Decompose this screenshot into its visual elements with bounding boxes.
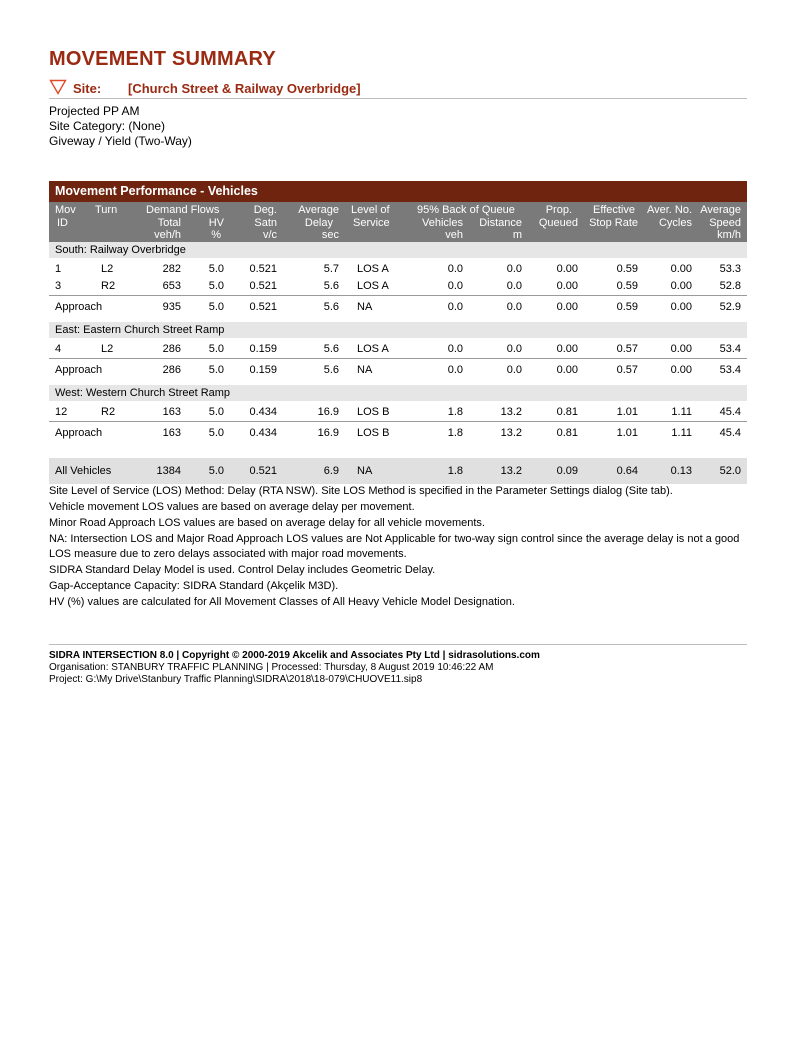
cell-speed: 52.0 [719,465,741,477]
cell-speed: 53.4 [719,364,741,376]
cell-distance: 13.2 [500,465,522,477]
note: NA: Intersection LOS and Major Road Approach LOS values are Not Applicable for two-way sign control since the average delay is not a good LOS measure due to zero delays associated with major road movements. [49,533,740,560]
cell-cycles: 1.11 [671,406,692,418]
col-distance-unit: m [512,229,522,241]
note: Site Level of Service (LOS) Method: Delay (RTA NSW). Site LOS Method is specified in the Parameter Settings dialog (Site tab). [49,485,673,497]
col-cycles: Cycles [658,217,692,229]
cell-distance: 13.2 [500,406,522,418]
cell-distance: 0.0 [506,364,522,376]
cell-total: 286 [162,343,181,355]
col-distance: Distance [479,217,522,229]
cell-los: LOS B [357,406,390,418]
cell-prop-queued: 0.81 [556,406,578,418]
site-name: [Church Street & Railway Overbridge] [128,81,361,96]
footer [49,644,747,686]
cell-prop-queued: 0.00 [556,263,578,275]
cell-vehicles: 0.0 [447,263,463,275]
col-level-of: Level of [351,204,390,216]
cell-los: NA [357,301,373,313]
footer-organisation: Organisation: STANBURY TRAFFIC PLANNING | Processed: Thursday, 8 August 2019 10:46:22 AM [49,662,494,673]
cell-speed: 53.3 [719,263,741,275]
cell-hv: 5.0 [208,465,224,477]
cell-hv: 5.0 [208,263,224,275]
cell-cycles: 0.00 [670,301,692,313]
cell-stop-rate: 1.01 [616,406,638,418]
cell-stop-rate: 0.57 [616,343,638,355]
cell-satn: 0.159 [249,364,277,376]
col-prop: Prop. [545,204,572,216]
cell-total: 282 [162,263,181,275]
cell-prop-queued: 0.00 [556,343,578,355]
col-hv: HV [208,217,224,229]
info-line: Projected PP AM [49,104,140,118]
cell-stop-rate: 0.57 [616,364,638,376]
note: Minor Road Approach LOS values are based on average delay for all vehicle movements. [49,517,485,529]
cell-turn: R2 [101,406,116,418]
info-line: Giveway / Yield (Two-Way) [49,134,192,148]
col-sec: sec [321,229,339,241]
cell-turn: L2 [101,263,114,275]
cell-delay: 5.6 [323,301,339,313]
cell-total: 935 [162,301,181,313]
footer-copyright: SIDRA INTERSECTION 8.0 | Copyright © 2000-2019 Akcelik and Associates Pty Ltd | sidrasolutions.com [49,650,540,661]
cell-speed: 52.8 [719,280,741,292]
cell-hv: 5.0 [208,406,224,418]
table-row [49,341,747,358]
cell-id: 12 [55,406,68,418]
cell-los: LOS A [357,280,389,292]
all-vehicles-label: All Vehicles [55,465,112,477]
note: HV (%) values are calculated for All Movement Classes of All Heavy Vehicle Model Designation. [49,596,515,608]
cell-distance: 13.2 [500,427,522,439]
cell-los: NA [357,364,373,376]
cell-vehicles: 0.0 [447,343,463,355]
cell-hv: 5.0 [208,301,224,313]
cell-satn: 0.434 [249,427,277,439]
approach-row [49,358,747,381]
cell-total: 163 [162,427,181,439]
note: Vehicle movement LOS values are based on average delay per movement. [49,501,415,513]
col-aver-no: Aver. No. [646,204,692,216]
cell-satn: 0.521 [249,301,277,313]
cell-cycles: 0.00 [670,280,692,292]
cell-stop-rate: 1.01 [616,427,638,439]
cell-speed: 45.4 [719,427,741,439]
col-queued: Queued [538,217,578,229]
info-line: Site Category: (None) [49,119,166,133]
col-deg: Deg. [253,204,277,216]
cell-total: 653 [162,280,181,292]
cell-speed: 52.9 [719,301,741,313]
cell-satn: 0.521 [249,465,277,477]
col-satn: Satn [254,217,277,229]
table-row [49,278,747,295]
cell-delay: 5.7 [323,263,339,275]
cell-total: 163 [162,406,181,418]
col-demand-flows: Demand Flows [146,204,220,216]
cell-los: LOS A [357,263,389,275]
cell-speed: 45.4 [719,406,741,418]
approach-row [49,295,747,318]
col-stop-rate: Stop Rate [589,217,638,229]
cell-distance: 0.0 [506,343,522,355]
cell-turn: L2 [101,343,114,355]
cell-prop-queued: 0.09 [556,465,578,477]
col-id: ID [57,217,68,229]
page-title: MOVEMENT SUMMARY [49,48,276,70]
all-vehicles-row [49,458,747,484]
col-delay: Delay [304,217,333,229]
cell-id: 4 [55,343,62,355]
approach-label: Approach [55,427,103,439]
table-body [49,242,747,484]
cell-distance: 0.0 [506,280,522,292]
approach-label: Approach [55,301,103,313]
cell-speed: 53.4 [719,343,741,355]
movement-performance-table [49,181,747,484]
col-kmh: km/h [717,229,741,241]
cell-delay: 6.9 [323,465,339,477]
site-label: Site: [73,81,102,96]
col-average: Average [298,204,339,216]
cell-stop-rate: 0.64 [616,465,638,477]
cell-prop-queued: 0.00 [556,364,578,376]
cell-delay: 5.6 [323,343,339,355]
cell-cycles: 0.00 [670,263,692,275]
col-hv-unit: % [211,229,221,241]
cell-satn: 0.521 [249,263,277,275]
cell-total: 286 [162,364,181,376]
cell-hv: 5.0 [208,280,224,292]
col-turn: Turn [95,204,118,216]
cell-delay: 5.6 [323,280,339,292]
cell-distance: 0.0 [506,263,522,275]
triangle-down-outline-icon [49,79,67,95]
col-service: Service [353,217,390,229]
col-total: Total [157,217,181,229]
col-back-of-queue: 95% Back of Queue [417,204,515,216]
cell-hv: 5.0 [208,427,224,439]
col-vc: v/c [262,229,277,241]
cell-cycles: 0.00 [670,343,692,355]
cell-hv: 5.0 [208,364,224,376]
cell-delay: 16.9 [317,406,339,418]
footer-project: Project: G:\My Drive\Stanbury Traffic Planning\SIDRA\2018\18-079\CHUOVE11.sip8 [49,674,423,685]
cell-id: 1 [55,263,62,275]
cell-cycles: 0.13 [670,465,692,477]
col-mov: Mov [55,204,76,216]
cell-los: LOS A [357,343,389,355]
cell-turn: R2 [101,280,116,292]
cell-vehicles: 1.8 [447,427,463,439]
site-heading [49,78,747,99]
cell-satn: 0.434 [249,406,277,418]
approach-label: Approach [55,364,103,376]
note: Gap-Acceptance Capacity: SIDRA Standard (Akçelik M3D). [49,580,339,592]
note: SIDRA Standard Delay Model is used. Control Delay includes Geometric Delay. [49,564,436,576]
col-vehicles: Vehicles [422,217,463,229]
cell-los: LOS B [357,427,390,439]
cell-satn: 0.521 [249,280,277,292]
cell-vehicles: 0.0 [447,301,463,313]
cell-cycles: 0.00 [670,364,692,376]
notes [49,484,749,611]
cell-prop-queued: 0.00 [556,280,578,292]
col-speed: Speed [709,217,741,229]
cell-cycles: 1.11 [671,427,692,439]
cell-los: NA [357,465,373,477]
table-row [49,261,747,278]
table-title: Movement Performance - Vehicles [49,181,747,202]
group-header: East: Eastern Church Street Ramp [49,322,747,338]
table-row [49,404,747,421]
group-header: South: Railway Overbridge [49,242,747,258]
cell-distance: 0.0 [506,301,522,313]
cell-stop-rate: 0.59 [616,280,638,292]
site-info [49,104,192,149]
cell-stop-rate: 0.59 [616,301,638,313]
cell-hv: 5.0 [208,343,224,355]
cell-stop-rate: 0.59 [616,263,638,275]
col-vehicles-unit: veh [445,229,463,241]
cell-delay: 5.6 [323,364,339,376]
cell-total: 1384 [156,465,181,477]
group-header: West: Western Church Street Ramp [49,385,747,401]
cell-satn: 0.159 [249,343,277,355]
cell-vehicles: 1.8 [447,465,463,477]
approach-row [49,421,747,444]
col-effective: Effective [593,204,635,216]
cell-prop-queued: 0.81 [556,427,578,439]
cell-id: 3 [55,280,62,292]
cell-prop-queued: 0.00 [556,301,578,313]
cell-delay: 16.9 [317,427,339,439]
cell-vehicles: 0.0 [447,280,463,292]
col-avg-speed: Average [700,204,741,216]
col-total-unit: veh/h [154,229,181,241]
cell-vehicles: 0.0 [447,364,463,376]
column-headers [49,202,747,242]
cell-vehicles: 1.8 [447,406,463,418]
